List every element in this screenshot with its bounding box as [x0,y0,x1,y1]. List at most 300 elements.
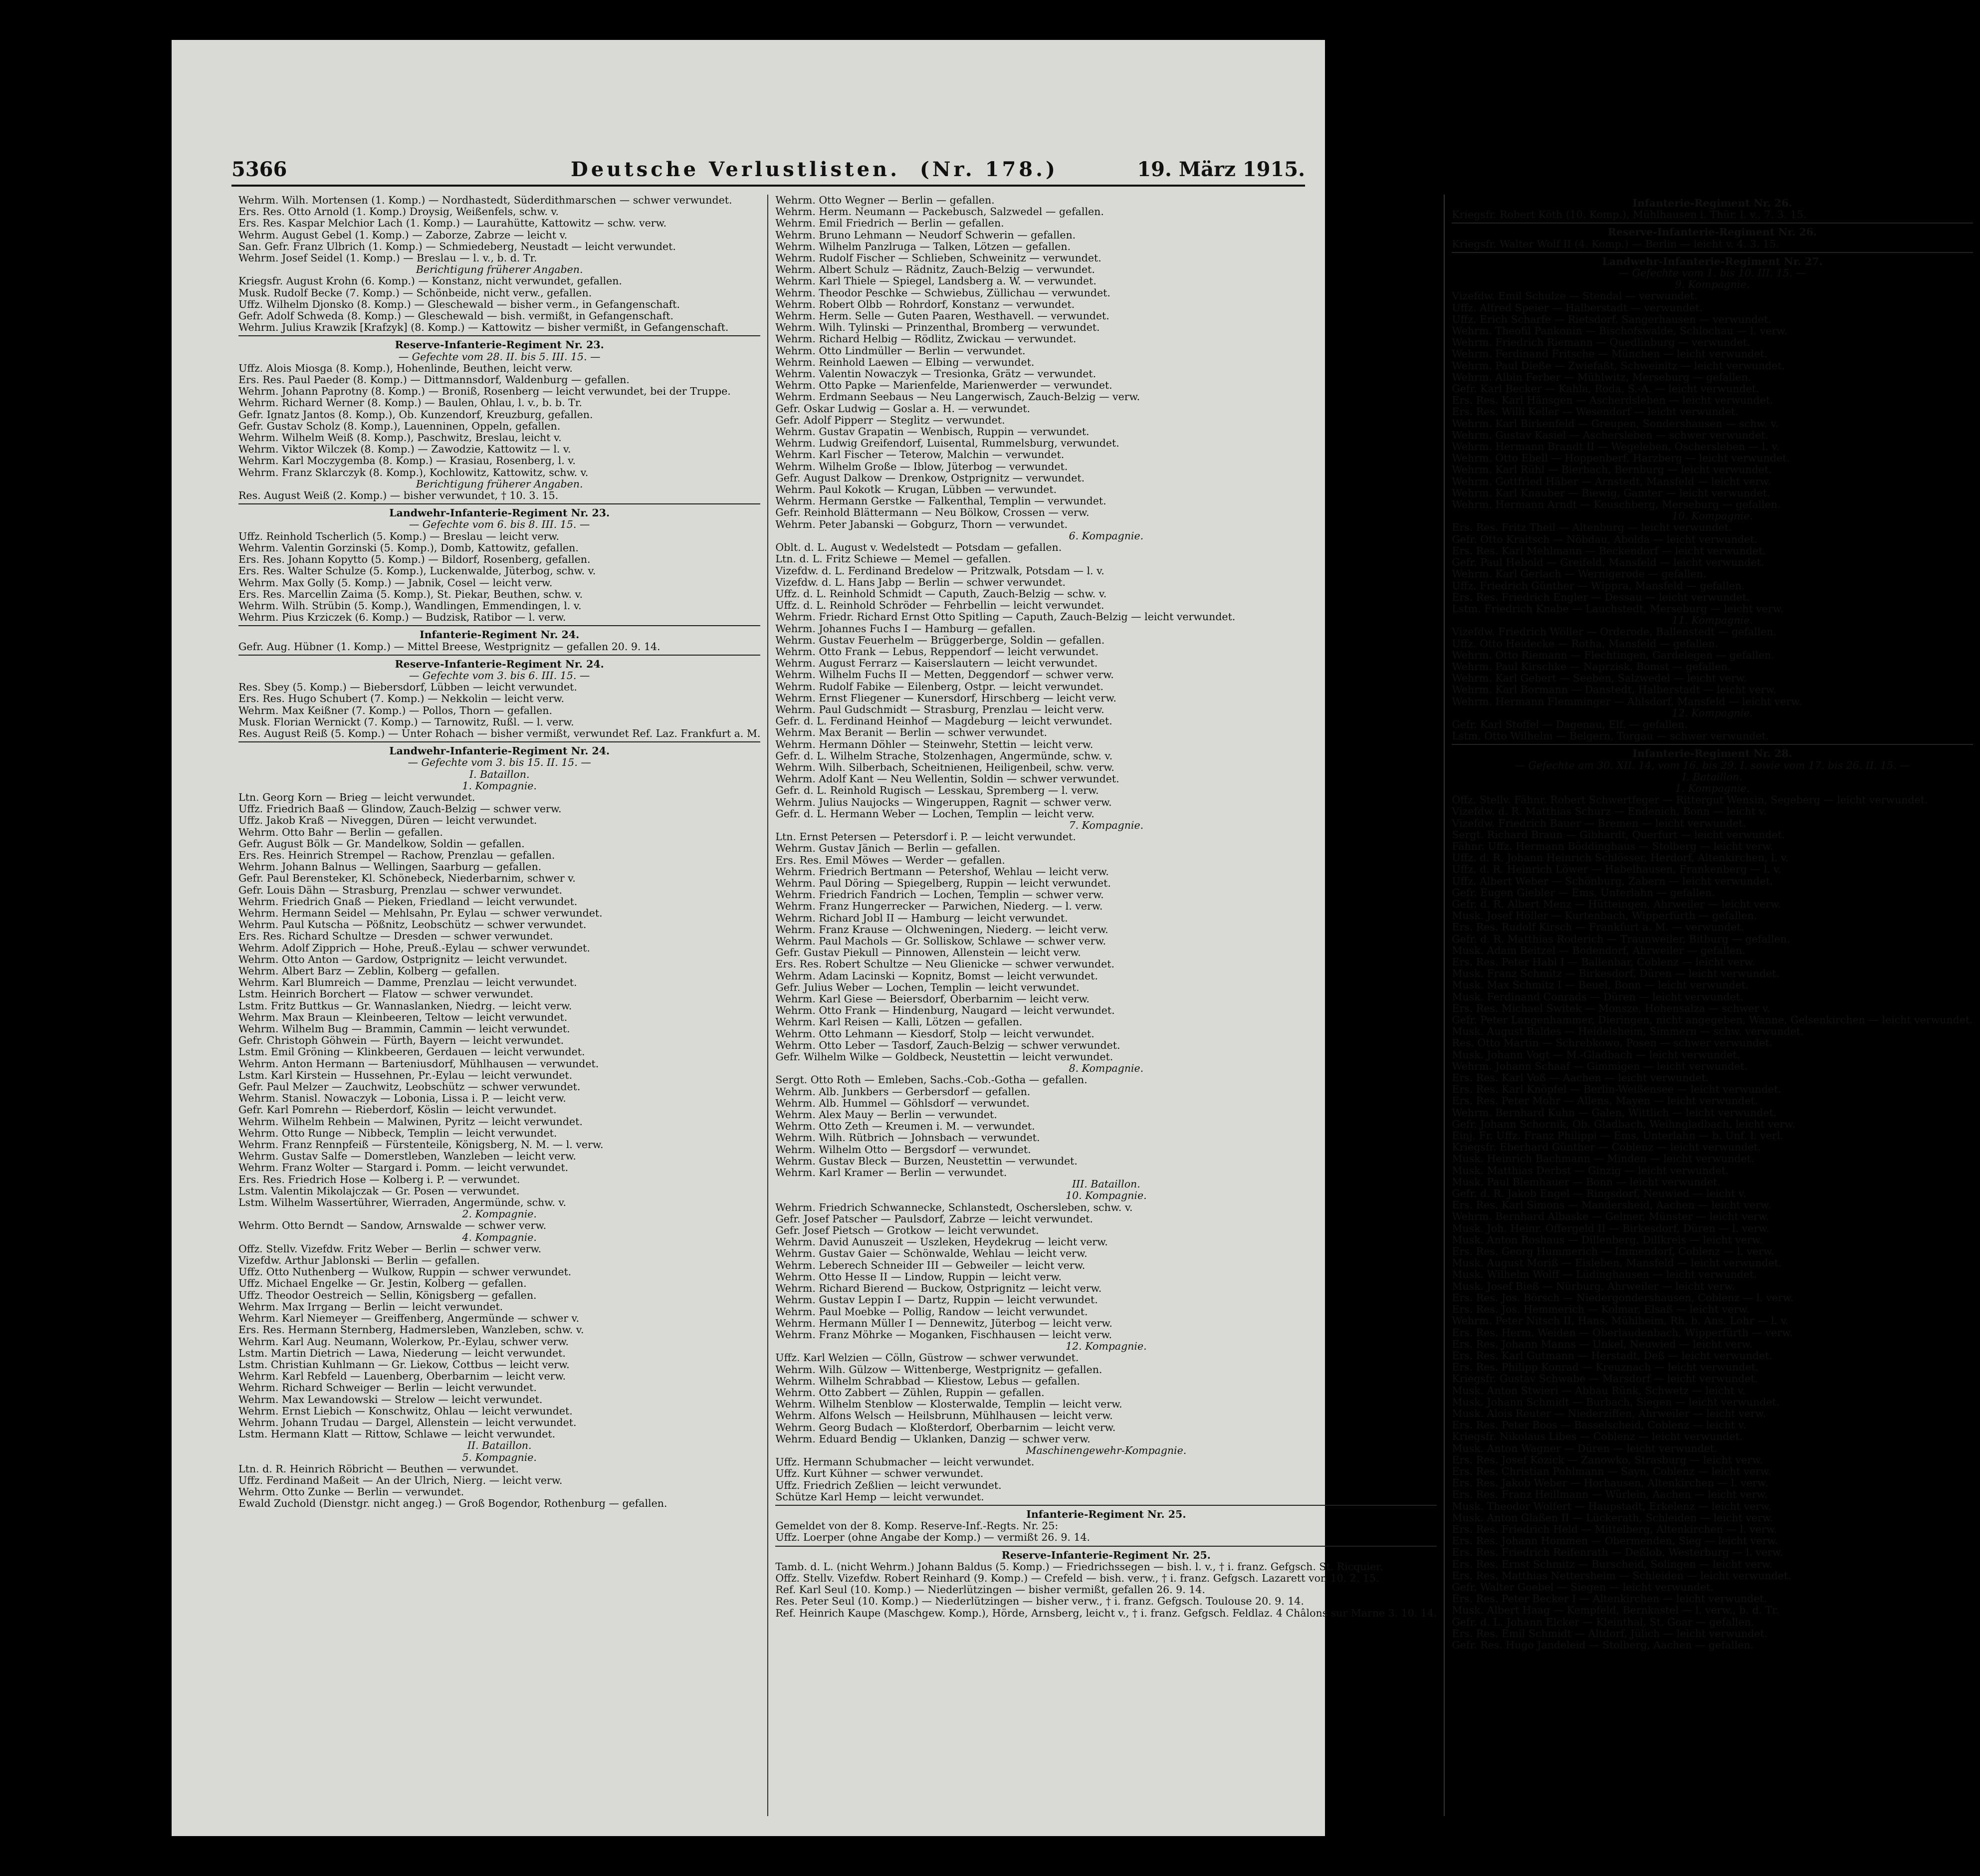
column-left [231,195,768,1816]
casualty-entry: Gefr. d. L. Reinhold Rugisch — Lesskau, Spremberg — l. verw. [775,784,1099,797]
casualty-entry: Wehrm. Ludwig Greifendorf, Luisental, Rummelsburg, verwundet. [775,437,1119,450]
subheading: Berichtigung früherer Angaben. [416,263,583,276]
casualty-entry: Wehrm. Karl Reisen — Kalli, Lötzen — gefallen. [775,1016,1023,1028]
subheading: 6. Kompagnie. [1069,529,1144,542]
casualty-entry: Wehrm. Friedrich Riemann — Quedlinburg — verwundet. [1452,336,1751,349]
casualty-entry: Res. Sbey (5. Komp.) — Biebersdorf, Lübben — leicht verwundet. [238,681,577,694]
casualty-entry: Uffz. Friedrich Baaß — Glindow, Zauch-Belzig — schwer verw. [238,803,562,815]
casualty-entry: Ers. Res. Johann Manns — Unkel, Neuwied — leicht verw. [1452,1338,1753,1350]
casualty-entry: Ltn. d. L. Fritz Schiewe — Memel — gefallen. [775,553,1011,565]
casualty-entry: Wehrm. Max Lewandowski — Strelow — leicht verwundet. [238,1393,543,1406]
casualty-entry: Wehrm. Gottfried Häber — Arnstedt, Mansfeld — leicht verw. [1452,475,1771,487]
casualty-entry: Musk. Johann Vogt — M.-Gladbach — leicht verwundet. [1452,1048,1741,1061]
casualty-entry: Gefr. d. R. Jakob Engel — Ringsdorf, Neuwied — leicht v. [1452,1187,1747,1200]
subheading: 11. Kompagnie. [1672,614,1753,627]
casualty-entry: Uffz. Loerper (ohne Angabe der Komp.) — vermißt 26. 9. 14. [775,1531,1091,1544]
casualty-entry: Wehrm. August Ferrarz — Kaiserslautern — leicht verwundet. [775,657,1098,670]
casualty-entry: Wehrm. Rudolf Fischer — Schlieben, Schweinitz — verwundet. [775,252,1101,264]
casualty-entry: Wehrm. Max Braun — Kleinbeeren, Teltow — leicht verwundet. [238,1011,568,1023]
casualty-entry: Wehrm. Max Keißner (7. Komp.) — Pollos, Thorn — gefallen. [238,704,552,716]
casualty-entry: Wehrm. Wilhelm Rehbein — Malwinen, Pyritz — leicht verwundet. [238,1115,583,1128]
subheading: 7. Kompagnie. [1069,819,1144,831]
subheading: 4. Kompagnie. [462,1231,537,1243]
casualty-entry: Ers. Res. Friedrich Hose — Kolberg i. P. — verwundet. [238,1173,520,1185]
casualty-entry: Gefr. Adolf Pipperr — Steglitz — verwundet. [775,414,1005,426]
casualty-entry: Uffz. Alfred Speier — Halberstadt — verwundet. [1452,301,1703,314]
casualty-entry: Gefr. Julius Weber — Lochen, Templin — leicht verwundet. [775,981,1080,993]
casualty-entry: Ers. Res. Peter Habl I — Ballenbar, Coblenz — leicht verw. [1452,956,1756,968]
casualty-entry: Wehrm. Richard Helbig — Rödlitz, Zwickau — verwundet. [775,333,1077,345]
casualty-entry: Wehrm. Ernst Liebich — Konschwitz, Ohlau — leicht verwundet. [238,1405,573,1417]
casualty-entry: Wehrm. Otto Frank — Lebus, Reppendorf — leicht verwundet. [775,645,1099,658]
casualty-entry: Wehrm. Pius Krziczek (6. Komp.) — Budzisk, Ratibor — l. verw. [238,611,566,624]
divider [238,625,760,626]
casualty-entry: Ers. Res. Jos. Börsch — Niedergondershausen, Coblenz — l. verw. [1452,1291,1794,1304]
casualty-entry: Wehrm. Albert Barz — Zeblin, Kolberg — gefallen. [238,965,500,977]
casualty-entry: Wehrm. Otto Lindmüller — Berlin — verwundet. [775,344,1026,357]
casualty-entry: Ers. Res. Josef Kozick — Zanowko, Strasburg — leicht verw. [1452,1453,1763,1466]
subheading: — Gefechte vom 6. bis 8. III. 15. — [409,518,590,531]
casualty-entry: Vizefdw. Friedrich Wöller — Orderode, Ballenstedt — gefallen. [1452,626,1777,638]
casualty-entry: Kriegsfr. Eberhard Günther — Coblenz — leicht verwundet. [1452,1141,1761,1154]
subheading: — Gefechte vom 1. bis 10. III. 15. — [1618,267,1806,279]
casualty-entry: Gefr. Reinhold Blättermann — Neu Bölkow, Crossen — verw. [775,506,1090,519]
regiment-heading: Landwehr-Infanterie-Regiment Nr. 23. [389,507,610,519]
issue-number: (Nr. 178.) [919,158,1058,181]
casualty-entry: Musk. Anton Roshaus — Dillenberg, Dillkreis — leicht verw. [1452,1233,1763,1246]
casualty-entry: Wehrm. Otto Bahr — Berlin — gefallen. [238,826,443,838]
casualty-entry: Wehrm. Peter Nitsch II, Hans, Mühlheim, Rh. b. Ans. Lohr — l. v. [1452,1315,1789,1327]
casualty-entry: Ers. Res. Hermann Sternberg, Hadmersleben, Wanzleben, schw. v. [238,1324,584,1336]
casualty-entry: Wehrm. Johann Paprotny (8. Komp.) — Broniß, Rosenberg — leicht verwundet, bei der Truppe. [238,385,731,398]
casualty-entry: Wehrm. Bernhard Kuhn — Galen, Wittlich — leicht verwundet. [1452,1106,1777,1119]
regiment-heading: Landwehr-Infanterie-Regiment Nr. 27. [1602,255,1823,267]
casualty-entry: Wehrm. Max Irrgang — Berlin — leicht verwundet. [238,1300,503,1313]
casualty-entry: Ers. Res. Emil Schmidt — Altdorf, Jülich — leicht verwundet. [1452,1627,1768,1640]
casualty-entry: Wehrm. Johann Trudau — Dargel, Allenstein — leicht verwundet. [238,1416,577,1428]
casualty-entry: Musk. Albert Haag — Kempfeld, Bernkastel — l. verw., b. d. Tr. [1452,1604,1779,1617]
casualty-entry: Ers. Res. Willi Keller — Wesendorf — leicht verwundet. [1452,406,1739,418]
casualty-entry: Ers. Res. Karl Knöpfel — Berlin-Weißensee — leicht verwundet. [1452,1083,1781,1096]
casualty-entry: Wehrm. Paul Kirschke — Naprzisk, Bomst — gefallen. [1452,660,1731,673]
regiment-heading: Infanterie-Regiment Nr. 25. [1026,1508,1186,1520]
regiment-heading: Reserve-Infanterie-Regiment Nr. 23. [395,339,604,351]
subheading: III. Bataillon. [1072,1178,1140,1190]
casualty-entry: Musk. Joh. Heinr. Offergeld II — Birkesdorf, Düren — l. verw. [1452,1222,1769,1234]
casualty-entry: Kriegsfr. Walter Wolf II (4. Komp.) — Berlin — leicht v. 4. 3. 15. [1452,237,1779,250]
casualty-entry: Wehrm. Karl Kramer — Berlin — verwundet. [775,1167,1007,1179]
casualty-entry: Gefr. Louis Dähn — Strasburg, Prenzlau — schwer verwundet. [238,884,563,896]
casualty-entry: Musk. Florian Wernickt (7. Komp.) — Tarnowitz, Rußl. — l. verw. [238,715,574,728]
casualty-entry: Wehrm. Karl Knauber — Biewig, Gamter — leicht verwundet. [1452,486,1770,499]
casualty-entry: Gefr. Paul Berensteker, Kl. Schönebeck, Niederbarnim, schwer v. [238,872,576,885]
casualty-entry: Uffz. Michael Engelke — Gr. Jestin, Kolberg — gefallen. [238,1277,527,1290]
casualty-entry: Gefr. d. L. Hermann Weber — Lochen, Templin — leicht verw. [775,807,1095,820]
casualty-entry: Ers. Res. Marcellin Zaima (5. Komp.), St. Piekar, Beuthen, schw. v. [238,588,583,600]
casualty-entry: Gefr. Gustav Piekull — Pinnowen, Allenstein — leicht verw. [775,946,1081,959]
casualty-entry: Ers. Res. Herm. Weiden — Oberlaudenbach, Wipperfürth — verw. [1452,1326,1793,1339]
casualty-entry: Wehrm. Max Beranit — Berlin — schwer verwundet. [775,726,1047,739]
casualty-entry: Offz. Stellv. Vizefdw. Fritz Weber — Berlin — schwer verw. [238,1242,542,1255]
casualty-entry: Lstm. Wilhelm Wassertührer, Wierraden, Angermünde, schw. v. [238,1196,567,1209]
casualty-entry: Gefr. d. L. Johann Elcker — Kleinthal, St. Goar — gefallen. [1452,1616,1755,1628]
casualty-entry: Ers. Res. Ernst Schmitz — Burscheid, Solingen — leicht verw. [1452,1558,1772,1570]
casualty-entry: Wehrm. August Gebel (1. Komp.) — Zaborze, Zabrze — leicht v. [238,229,568,241]
casualty-entry: Uffz. d. L. Reinhold Schmidt — Caputh, Zauch-Belzig — schw. v. [775,587,1107,600]
casualty-entry: Ers. Res. Franz Heillmann — Würlein, Aachen — leicht verw. [1452,1488,1767,1501]
regiment-heading: Infanterie-Regiment Nr. 24. [420,629,580,641]
casualty-entry: Wehrm. Adam Lacinski — Kopnitz, Bomst — leicht verwundet. [775,969,1098,982]
casualty-entry: Sergt. Otto Roth — Emleben, Sachs.-Cob.-Gotha — gefallen. [775,1074,1088,1086]
divider [1452,744,1973,745]
casualty-entry: Wehrm. Hermann Döhler — Steinwehr, Stettin — leicht verw. [775,738,1094,750]
casualty-entry: Ers. Res. Karl Hänsgen — Ascherdsleben — leicht verwundet. [1452,394,1773,407]
casualty-entry: Lstm. Christian Kuhlmann — Gr. Liekow, Cottbus — leicht verw. [238,1358,570,1371]
casualty-entry: Res. Otto Martin — Schrebkowo, Posen — schwer verwundet. [1452,1037,1773,1049]
column-middle [768,195,1445,1816]
casualty-entry: Wehrm. Franz Hungerrecker — Parwichen, Niederg. — l. verw. [775,900,1103,913]
casualty-entry: Gefr. d. L. Ferdinand Heinhof — Magdeburg — leicht verwundet. [775,715,1112,727]
casualty-entry: Wehrm. Wilhelm Weiß (8. Komp.), Paschwitz, Breslau, leicht v. [238,432,562,444]
casualty-entry: Wehrm. Karl Birkenfeld — Greupen, Sondershausen — schw. v. [1452,417,1779,430]
casualty-entry: Uffz. d. R. Heinrich Löwer — Habelhausen, Frankenberg — l. v. [1452,863,1781,876]
casualty-entry: Fähnr. Uffz. Hermann Böddinghaus — Stolberg — leicht verw. [1452,840,1773,852]
casualty-entry: Wehrm. Max Golly (5. Komp.) — Jabnik, Cosel — leicht verw. [238,576,553,589]
casualty-entry: Oblt. d. L. August v. Wedelstedt — Potsdam — gefallen. [775,541,1062,554]
casualty-entry: Musk. Josef Höller — Kurtenbach, Wipperfürth — gefallen. [1452,910,1758,922]
publication-title [571,158,1058,181]
casualty-entry: Musk. August Moriß — Eisleben, Mansfeld — leicht verwundet. [1452,1257,1782,1269]
casualty-entry: Uffz. Jakob Kraß — Niveggen, Düren — leicht verwundet. [238,814,537,827]
casualty-entry: Gefr. d. R. Albert Menz — Hütteingen, Ahrweiler — leicht verw. [1452,898,1781,910]
casualty-entry: Wehrm. Valentin Gorzinski (5. Komp.), Domb, Kattowitz, gefallen. [238,541,579,554]
casualty-entry: Wehrm. Karl Aug. Neumann, Wolerkow, Pr.-Eylau, schwer verw. [238,1335,569,1348]
subheading: 2. Kompagnie. [462,1208,537,1220]
casualty-entry: Wehrm. Alex Mauy — Berlin — verwundet. [775,1109,997,1121]
divider [1452,223,1973,224]
casualty-entry: Wehrm. Robert Olbb — Rohrdorf, Konstanz — verwundet. [775,298,1075,310]
regiment-heading: Reserve-Infanterie-Regiment Nr. 26. [1607,226,1817,238]
casualty-entry: Gefr. August Bölk — Gr. Mandelkow, Soldin — gefallen. [238,837,525,850]
subheading: 10. Kompagnie. [1672,510,1753,522]
casualty-entry: Ref. Heinrich Kaupe (Maschgew. Komp.), Hörde, Arnsberg, leicht v., † i. franz. Gefgsch. Feldlaz. 4 Châlons sur Marne 3. 10. 14. [775,1607,1437,1619]
casualty-entry: Wehrm. Richard Werner (8. Komp.) — Baulen, Ohlau, l. v., b. b. Tr. [238,397,582,409]
casualty-entry: Wehrm. Richard Bierend — Buckow, Ostprignitz — leicht verw. [775,1282,1102,1295]
casualty-entry: Wehrm. Karl Rühl — Bierbach, Bernburg — leicht verwundet. [1452,464,1772,476]
casualty-entry: Wehrm. Erdmann Seebaus — Neu Langerwisch, Zauch-Belzig — verw. [775,391,1140,403]
casualty-entry: Wehrm. Wilh. Tylinski — Prinzenthal, Bromberg — verwundet. [775,321,1100,334]
casualty-entry: Einj. Fr. Uffz. Franz Philippi — Ems, Unterlahn — b. Unf. l. verl. [1452,1130,1783,1142]
casualty-entry: Uffz. Ferdinand Maßeit — An der Ulrich, Nierg. — leicht verw. [238,1474,563,1486]
casualty-entry: Wehrm. Wilhelm Otto — Bergsdorf — verwundet. [775,1143,1031,1156]
casualty-entry: Wehrm. Herm. Neumann — Packebusch, Salzwedel — gefallen. [775,206,1104,218]
publication-name: Deutsche Verlustlisten. [571,158,900,181]
casualty-entry: Wehrm. Wilh. Gülzow — Wittenberge, Westprignitz — gefallen. [775,1363,1102,1376]
casualty-entry: Uffz. Otto Heidecke — Rotha, Mansfeld — gefallen. [1452,637,1718,650]
casualty-entry: Ers. Res. Karl Voß — Aachen — leicht verwundet. [1452,1072,1709,1084]
casualty-entry: Wehrm. Hermann Müller I — Dennewitz, Jüterbog — leicht verw. [775,1317,1112,1329]
casualty-entry: Ers. Res. Peter Mohr — Allens, Mayen — leicht verwundet. [1452,1095,1759,1107]
casualty-entry: Gefr. d. L. Wilhelm Strache, Stolzenhagen, Angermünde, schw. v. [775,749,1113,762]
casualty-entry: Wehrm. Stanisl. Nowaczyk — Lobonia, Lissa i. P. — leicht verw. [238,1092,566,1105]
casualty-entry: Musk. Adam Beitzel — Bodendorf, Ahrweiler — gefallen. [1452,944,1746,956]
casualty-entry: Offz. Stellv. Fähnr. Robert Schwertfeger — Rittergut Wensin, Segeberg — leicht verwundet. [1452,794,1928,806]
casualty-entry: Wehrm. Eduard Bendig — Uklanken, Danzig — schwer verw. [775,1432,1091,1445]
casualty-entry: Wehrm. Richard Schweiger — Berlin — leicht verwundet. [238,1382,537,1394]
casualty-entry: Wehrm. Karl Gerlach — Wernigerode — gefallen. [1452,568,1707,580]
casualty-entry: Wehrm. Gustav Grapatin — Wenbisch, Ruppin — verwundet. [775,426,1090,438]
casualty-entry: Wehrm. Franz Möhrke — Moganken, Fischhausen — leicht verw. [775,1328,1112,1341]
casualty-entry: Ers. Res. Karl Mehlmann — Beckendorf — leicht verwundet. [1452,544,1766,557]
casualty-entry: Ers. Res. Friedrich Engler — Dessau — leicht verwundet. [1452,591,1750,603]
casualty-entry: Gemeldet von der 8. Komp. Reserve-Inf.-Regts. Nr. 25: [775,1520,1059,1532]
casualty-entry: Wehrm. Julius Krawzik [Krafzyk] (8. Komp.) — Kattowitz — bisher vermißt, in Gefangenschaft. [238,321,729,334]
casualty-entry: Wehrm. David Aunuszeit — Uszleken, Heydekrug — leicht verw. [775,1236,1108,1248]
casualty-entry: Wehrm. Reinhold Laewen — Elbing — verwundet. [775,356,1035,368]
casualty-entry: Wehrm. Otto Riemann — Flechtingen, Gardelegen — gefallen. [1452,649,1774,661]
casualty-entry: Wehrm. Paul Dieße — Zwiefaßt, Schweinitz — leicht verwundet. [1452,359,1785,372]
casualty-entry: Vizefdw. Friedrich Bauer — Bremen — leicht verwundet. [1452,817,1746,829]
casualty-entry: Wehrm. Albert Schulz — Rädnitz, Zauch-Belzig — verwundet. [775,263,1095,276]
casualty-entry: Vizefdw. d. L. Hans Jabp — Berlin — schwer verwundet. [775,576,1066,588]
casualty-entry: Wehrm. Wilhelm Bug — Brammin, Cammin — leicht verwundet. [238,1023,570,1035]
casualty-entry: Uffz. Hermann Schubmacher — leicht verwundet. [775,1456,1035,1468]
casualty-entry: Gefr. Peter Langenhammer, Dieringen, nicht angegeben, Wanne, Gelsenkirchen — leicht verwundet. [1452,1014,1973,1026]
casualty-entry: Lstm. Fritz Buttkus — Gr. Wannaslanken, Niedrg. — leicht verw. [238,999,572,1012]
casualty-entry: Ers. Res. Kaspar Melchior Lach (1. Komp.) — Laurahütte, Kattowitz — schw. verw. [238,217,667,230]
casualty-entry: Ltn. Georg Korn — Brieg — leicht verwundet. [238,791,475,803]
casualty-entry: Schütze Karl Hemp — leicht verwundet. [775,1490,984,1503]
casualty-entry: Uffz. Karl Welzien — Cölln, Güstrow — schwer verwundet. [775,1352,1079,1364]
page-number: 5366 [231,158,287,181]
subheading: 9. Kompagnie. [1675,278,1750,291]
casualty-entry: Gefr. Oskar Ludwig — Goslar a. H. — verwundet. [775,402,1030,415]
casualty-entry: Musk. Anton Glaßen II — Lückerath, Schleiden — leicht verw. [1452,1511,1773,1524]
casualty-entry: Wehrm. Franz Rennpfeiß — Fürstenteile, Königsberg, N. M. — l. verw. [238,1139,604,1151]
casualty-entry: Musk. Heinrich Bachmann — Minden — leicht verwundet. [1452,1153,1755,1165]
casualty-entry: Wehrm. Alb. Hummel — Göhlsdorf — verwundet. [775,1097,1030,1109]
casualty-entry: Musk. Paul Blemhauer — Bonn — leicht verwundet. [1452,1175,1721,1188]
casualty-entry: Musk. August Baldes — Heidelsheim, Simmern — schw. verwundet. [1452,1025,1804,1038]
subheading: — Gefechte am 30. XII. 14, vom 16. bis 29. I. sowie vom 17. bis 26. II. 15. — [1515,759,1910,771]
casualty-entry: Wehrm. Friedrich Fandrich — Lochen, Templin — schwer verw. [775,889,1104,901]
casualty-entry: Ers. Res. Matthias Nettersheim — Schleiden — leicht verwundet. [1452,1569,1791,1582]
casualty-entry: Ers. Res. Jos. Hemmerich — Kolmar, Elsaß — leicht verw. [1452,1303,1750,1316]
casualty-entry: Gefr. Res. Hugo Jandeleid — Stolberg, Aachen — gefallen. [1452,1639,1754,1651]
casualty-entry: Lstm. Otto Wilhelm — Belgern, Torgau — schwer verwundet. [1452,730,1769,742]
casualty-entry: Vizefdw. d. L. Ferdinand Bredelow — Pritzwalk, Potsdam — l. v. [775,564,1104,577]
casualty-entry: Wehrm. Otto Ebell — Hoppenberf, Harzberg — leicht verwundet. [1452,452,1790,465]
casualty-entry: Wehrm. Emil Friedrich — Berlin — gefallen. [775,217,1004,230]
casualty-entry: Ers. Res. Rudolf Kirsch — Frankfurt a. M. — verwundet. [1452,921,1744,934]
casualty-entry: Wehrm. Otto Frank — Hindenburg, Naugard — leicht verwundet. [775,1004,1115,1017]
casualty-entry: Musk. Ferdinand Conrads — Düren — leicht verwundet. [1452,990,1744,1003]
casualty-entry: Ref. Karl Seul (10. Komp.) — Niederlützingen — bisher vermißt, gefallen 26. 9. 14. [775,1584,1205,1596]
casualty-entry: Wehrm. Otto Zabbert — Zühlen, Ruppin — gefallen. [775,1386,1045,1399]
casualty-entry: Gefr. Josef Patscher — Paulsdorf, Zabrze — leicht verwundet. [775,1212,1093,1225]
casualty-entry: Kriegsfr. August Krohn (6. Komp.) — Konstanz, nicht verwundet, gefallen. [238,275,622,287]
casualty-entry: Tamb. d. L. (nicht Wehrm.) Johann Baldus (5. Komp.) — Friedrichssegen — bish. l. v., † i. franz. Gefgsch. St. Ricquier. [775,1560,1383,1573]
casualty-entry: Ers. Res. Christian Pohlmann — Sayn, Coblenz — leicht verw. [1452,1465,1771,1477]
casualty-columns [231,194,1973,1816]
casualty-entry: Wehrm. Franz Wolter — Stargard i. Pomm. — leicht verwundet. [238,1162,569,1174]
casualty-entry: Wehrm. Ernst Fliegener — Kunersdorf, Hirschberg — leicht verw. [775,692,1116,704]
casualty-entry: Wehrm. Friedrich Schwannecke, Schlanstedt, Oschersleben, schw. v. [775,1201,1133,1213]
casualty-entry: Ers. Res. Karl Gutmann — Herstadt, Deß — leicht verwundet. [1452,1349,1772,1362]
casualty-entry: Kriegsfr. Robert Köth (10. Komp.), Mühlhausen i. Thür. l. v., 7. 3. 15. [1452,209,1807,221]
casualty-entry: Gefr. Paul Melzer — Zauchwitz, Leobschütz — schwer verwundet. [238,1081,581,1093]
casualty-entry: Wehrm. Karl Blumreich — Damme, Prenzlau — leicht verwundet. [238,976,577,989]
casualty-entry: Musk. Franz Schmitz — Birkesdorf, Düren — leicht verwundet. [1452,967,1779,980]
casualty-entry: Lstm. Emil Gröning — Klinkbeeren, Gerdauen — leicht verwundet. [238,1046,585,1058]
casualty-entry: Wehrm. Karl Moczygemba (8. Komp.) — Krasiau, Rosenberg, l. v. [238,455,576,467]
casualty-entry: Wehrm. Hermann Arndt — Keuschberg, Merseburg — gefallen. [1452,498,1781,511]
casualty-entry: Wehrm. Karl Fischer — Teterow, Malchin — verwundet. [775,449,1065,461]
casualty-entry: Wehrm. Hermann Brandt II — Wegeleben, Oschersleben — l. v. [1452,441,1780,453]
casualty-entry: Musk. Johann Schmidt — Burbach, Siegen — leicht verwundet. [1452,1396,1780,1408]
casualty-entry: Ers. Res. Otto Arnold (1. Komp.) Droysig, Weißenfels, schw. v. [238,206,559,218]
casualty-entry: Wehrm. Albin Ferber — Mühlwitz, Merseburg — gefallen. [1452,371,1752,383]
casualty-entry: Ewald Zuchold (Dienstgr. nicht angeg.) — Groß Bogendor, Rothenburg — gefallen. [238,1497,667,1510]
casualty-entry: Ers. Res. Paul Paeder (8. Komp.) — Dittmannsdorf, Waldenburg — gefallen. [238,374,630,386]
casualty-entry: Ers. Res. Peter Becker I — Altenkirchen — leicht verwundet. [1452,1593,1767,1605]
casualty-entry: Wehrm. Hermann Gerstke — Falkenthal, Templin — verwundet. [775,495,1106,507]
casualty-entry: Ers. Res. Karl Simons — Mandersheid, Aachen — leicht verw. [1452,1199,1771,1211]
casualty-entry: Wehrm. Otto Papke — Marienfelde, Marienwerder — verwundet. [775,379,1112,392]
casualty-entry: Wehrm. Johann Balnus — Wellingen, Saarburg — gefallen. [238,861,542,873]
casualty-entry: Uffz. d. L. Reinhold Schröder — Fehrbellin — leicht verwundet. [775,599,1104,612]
casualty-entry: Wehrm. Karl Bormann — Danstedt, Halberstadt — leicht verw. [1452,684,1777,696]
regiment-heading: Infanterie-Regiment Nr. 28. [1632,747,1792,760]
document-page [172,40,1973,1836]
casualty-entry: Ltn. d. R. Heinrich Röbricht — Beuthen — verwundet. [238,1462,519,1475]
casualty-entry: Wehrm. Hermann Seidel — Mehlsahn, Pr. Eylau — schwer verwundet. [238,907,603,919]
casualty-entry: Gefr. Wilhelm Wilke — Goldbeck, Neustettin — leicht verwundet. [775,1051,1113,1063]
casualty-entry: Wehrm. Gustav Kasiel — Aschersleben — schwer verwundet. [1452,429,1768,441]
casualty-entry: Ers. Res. Hugo Schubert (7. Komp.) — Nekkolin — leicht verw. [238,693,564,705]
casualty-entry: Wehrm. Paul Gudschmidt — Strasburg, Prenzlau — leicht verw. [775,703,1104,715]
casualty-entry: Uffz. Kurt Kühner — schwer verwundet. [775,1467,984,1480]
casualty-entry: Gefr. Adolf Schweda (8. Komp.) — Gleschewald — bish. vermißt, in Gefangenschaft. [238,310,673,322]
casualty-entry: Wehrm. Theodor Peschke — Schwiebus, Züllichau — verwundet. [775,286,1110,299]
casualty-entry: Wehrm. Wilhelm Stenblow — Klosterwalde, Templin — leicht verw. [775,1398,1122,1410]
casualty-entry: Lstm. Valentin Mikolajczak — Gr. Posen — verwundet. [238,1184,520,1197]
casualty-entry: Ers. Res. Emil Möwes — Werder — gefallen. [775,854,1005,866]
casualty-entry: Wehrm. Georg Budach — Kloßterdorf, Oberbarnim — leicht verw. [775,1421,1116,1433]
casualty-entry: Wehrm. Theofil Pankonin — Bischofswalde, Schlochau — l. verw. [1452,325,1787,337]
casualty-entry: Wehrm. Wilh. Silberbach, Scheitnienen, Heiligenbeil, schw. verw. [775,761,1114,773]
casualty-entry: Wehrm. Paul Kokotk — Krugan, Lübben — verwundet. [775,483,1057,496]
casualty-entry: Wehrm. Friedrich Gnaß — Pieken, Friedland — leicht verwundet. [238,895,578,908]
casualty-entry: Kriegsfr. Nikolaus Libes — Coblenz — leicht verwundet. [1452,1430,1743,1443]
casualty-entry: Ers. Res. Richard Schultze — Dresden — schwer verwundet. [238,930,553,942]
casualty-entry: Gefr. Karl Pomrehn — Rieberdorf, Köslin — leicht verwundet. [238,1104,557,1116]
casualty-entry: Gefr. Otto Kraitsch — Nöbdau, Abolda — leicht verwundet. [1452,533,1758,545]
casualty-entry: Wehrm. Wilh. Rütbrich — Johnsbach — verwundet. [775,1132,1040,1144]
casualty-entry: Wehrm. Viktor Wilczek (8. Komp.) — Zawodzie, Kattowitz — l. v. [238,443,571,456]
casualty-entry: Ers. Res. Georg Hummerich — Immendorf, Coblenz — l. verw. [1452,1245,1774,1258]
casualty-entry: Wehrm. Gustav Bleck — Burzen, Neustettin — verwundet. [775,1155,1078,1167]
casualty-entry: Wehrm. Rudolf Fabike — Eilenberg, Ostpr. — leicht verwundet. [775,680,1103,693]
casualty-entry: Ers. Res. Michael Switek — Monsze, Hohensalza — schwer v. [1452,1002,1770,1014]
subheading: — Gefechte vom 3. bis 15. II. 15. — [408,756,591,769]
casualty-entry: Gefr. Paul Hebold — Greifeld, Mansfeld — leicht verwundet. [1452,556,1764,569]
casualty-entry: Gefr. Johann Schornik, Ob. Gladbach, Weihngladbach, leicht verw. [1452,1118,1795,1130]
casualty-entry: Musk. Theodor Wolfert — Haupstadt, Erkelenz — leicht verw. [1452,1500,1771,1512]
casualty-entry: Wehrm. Otto Leber — Tasdorf, Zauch-Belzig — schwer verwundet. [775,1039,1120,1051]
casualty-entry: Wehrm. Alb. Junkbers — Gerbersdorf — gefallen. [775,1085,1031,1098]
casualty-entry: Uffz. Friedrich Günther — Wippra, Mansfeld — gefallen. [1452,579,1745,592]
column-right [1445,195,1980,1816]
casualty-entry: Kriegsfr. Gustav Schwabe — Marsdorf — leicht verwundet. [1452,1373,1759,1385]
casualty-entry: Gefr. Karl Stoffel — Dagenau, Elf. — gefallen. [1452,718,1688,730]
casualty-entry: Wehrm. Otto Anton — Gardow, Ostprignitz — leicht verwundet. [238,953,568,965]
casualty-entry: Wehrm. Gustav Feuerhelm — Brüggerberge, Soldin — gefallen. [775,634,1105,646]
casualty-entry: Gefr. d. R. Matthias Roderich — Traunweiler, Bitburg — gefallen. [1452,933,1790,945]
casualty-entry: Wehrm. Julius Naujocks — Wingeruppen, Ragnit — schwer verw. [775,796,1112,808]
casualty-entry: Uffz. Friedrich Zeßlien — leicht verwundet. [775,1479,1002,1491]
casualty-entry: Uffz. Albert Weber — Schönburg, Zabern — leicht verwundet. [1452,875,1773,887]
casualty-entry: Gefr. Eugen Giebler — Ems, Unterlahn — gefallen. [1452,886,1715,899]
casualty-entry: Wehrm. Adolf Kant — Neu Wellentin, Soldin — schwer verwundet. [775,773,1119,785]
casualty-entry: Ers. Res. Heinrich Strempel — Rachow, Prenzlau — gefallen. [238,849,555,861]
subheading: II. Bataillon. [467,1439,532,1452]
casualty-entry: Gefr. Karl Becker — Kahla, Roda, S.-A. — leicht verwundet. [1452,383,1760,395]
casualty-entry: Res. August Reiß (5. Komp.) — Unter Rohach — bisher vermißt, verwundet Ref. Laz. Frankfurt a. M. [238,727,761,739]
casualty-entry: Gefr. Aug. Hübner (1. Komp.) — Mittel Breese, Westprignitz — gefallen 20. 9. 14. [238,640,660,653]
casualty-entry: Offz. Stellv. Vizefdw. Robert Reinhard (9. Komp.) — Crefeld — bish. verw., † i. franz. Gefgsch. Lazarett von 10. 2. 15. [775,1572,1379,1584]
casualty-entry: Gefr. Walter Goebel — Siegen — leicht verwundet. [1452,1581,1714,1593]
casualty-entry: Wehrm. Gustav Gaier — Schönwalde, Wehlau — leicht verw. [775,1247,1088,1260]
casualty-entry: Wehrm. Wilh. Strübin (5. Komp.), Wandlingen, Emmendingen, l. v. [238,599,582,612]
divider [238,335,760,336]
subheading: — Gefechte vom 3. bis 6. III. 15. — [409,669,590,682]
casualty-entry: Wehrm. Paul Machols — Gr. Solliskow, Schlawe — schwer verw. [775,935,1106,947]
casualty-entry: Wehrm. Adolf Zipprich — Hohe, Preuß.-Eylau — schwer verwundet. [238,941,590,954]
regiment-heading: Infanterie-Regiment Nr. 26. [1632,197,1792,209]
casualty-entry: Lstm. Martin Dietrich — Lawa, Niederung — leicht verwundet. [238,1347,566,1359]
casualty-entry: Vizefdw. Arthur Jablonski — Berlin — gefallen. [238,1254,480,1267]
casualty-entry: Wehrm. Johann Schaaf — Gimmigen — leicht verwundet. [1452,1060,1748,1072]
casualty-entry: Gefr. Christoph Göhwein — Fürth, Bayern — leicht verwundet. [238,1034,564,1047]
casualty-entry: Musk. Wilhelm Wolff — Lüdinghausen — leicht verwundet. [1452,1268,1757,1281]
casualty-entry: Wehrm. Herm. Selle — Guten Paaren, Westhavell. — verwundet. [775,310,1109,322]
casualty-entry: Wehrm. Karl Gebert — Seeben, Salzwedel — leicht verw. [1452,672,1747,685]
casualty-entry: Wehrm. Bernhard Albaske — Gelmer, Münster — leicht verw. [1452,1210,1769,1223]
casualty-entry: Wehrm. Otto Hesse II — Lindow, Ruppin — leicht verw. [775,1270,1062,1283]
regiment-heading: Reserve-Infanterie-Regiment Nr. 25. [1001,1549,1211,1561]
divider [238,741,760,742]
casualty-entry: Musk. Max Schmitz I — Beuel, Bonn — leicht verwundet. [1452,979,1749,991]
casualty-entry: Ltn. Ernst Petersen — Petersdorf i. P. — leicht verwundet. [775,831,1076,843]
casualty-entry: Uffz. Reinhold Tscherlich (5. Komp.) — Breslau — leicht verw. [238,530,560,542]
casualty-entry: Wehrm. Richard Jobl II — Hamburg — leicht verwundet. [775,912,1068,924]
casualty-entry: Musk. Anton Wagner — Düren — leicht verwundet. [1452,1442,1718,1454]
casualty-entry: Wehrm. Paul Döring — Spiegelberg, Ruppin — leicht verwundet. [775,877,1111,889]
casualty-entry: Ers. Res. Philipp Konrad — Kreuznach — leicht verwundet. [1452,1361,1759,1374]
casualty-entry: Musk. Anton Stwieri — Abbau Rünk, Schwetz — leicht v. [1452,1384,1746,1397]
casualty-entry: Uffz. d. R. Johann Heinrich Schlösser, Herdorf, Altenkirchen, l. v. [1452,852,1789,864]
page-header [231,155,1305,187]
casualty-entry: Wehrm. Gustav Leppin I — Dartz, Ruppin — leicht verwundet. [775,1294,1098,1306]
casualty-entry: Wehrm. Karl Rebfeld — Lauenberg, Oberbarnim — leicht verw. [238,1370,566,1383]
casualty-entry: Wehrm. Otto Runge — Nibbeck, Templin — leicht verwundet. [238,1127,557,1139]
casualty-entry: Wehrm. Gustav Jänich — Berlin — gefallen. [775,842,1001,855]
casualty-entry: Wehrm. Gustav Salfe — Domerstleben, Wanzleben — leicht verw. [238,1150,576,1163]
casualty-entry: Musk. Matthias Derbst — Ginzig — leicht verwundet. [1452,1164,1729,1176]
divider [1452,252,1973,253]
casualty-entry: Lstm. Heinrich Borchert — Flatow — schwer verwundet. [238,988,534,1000]
